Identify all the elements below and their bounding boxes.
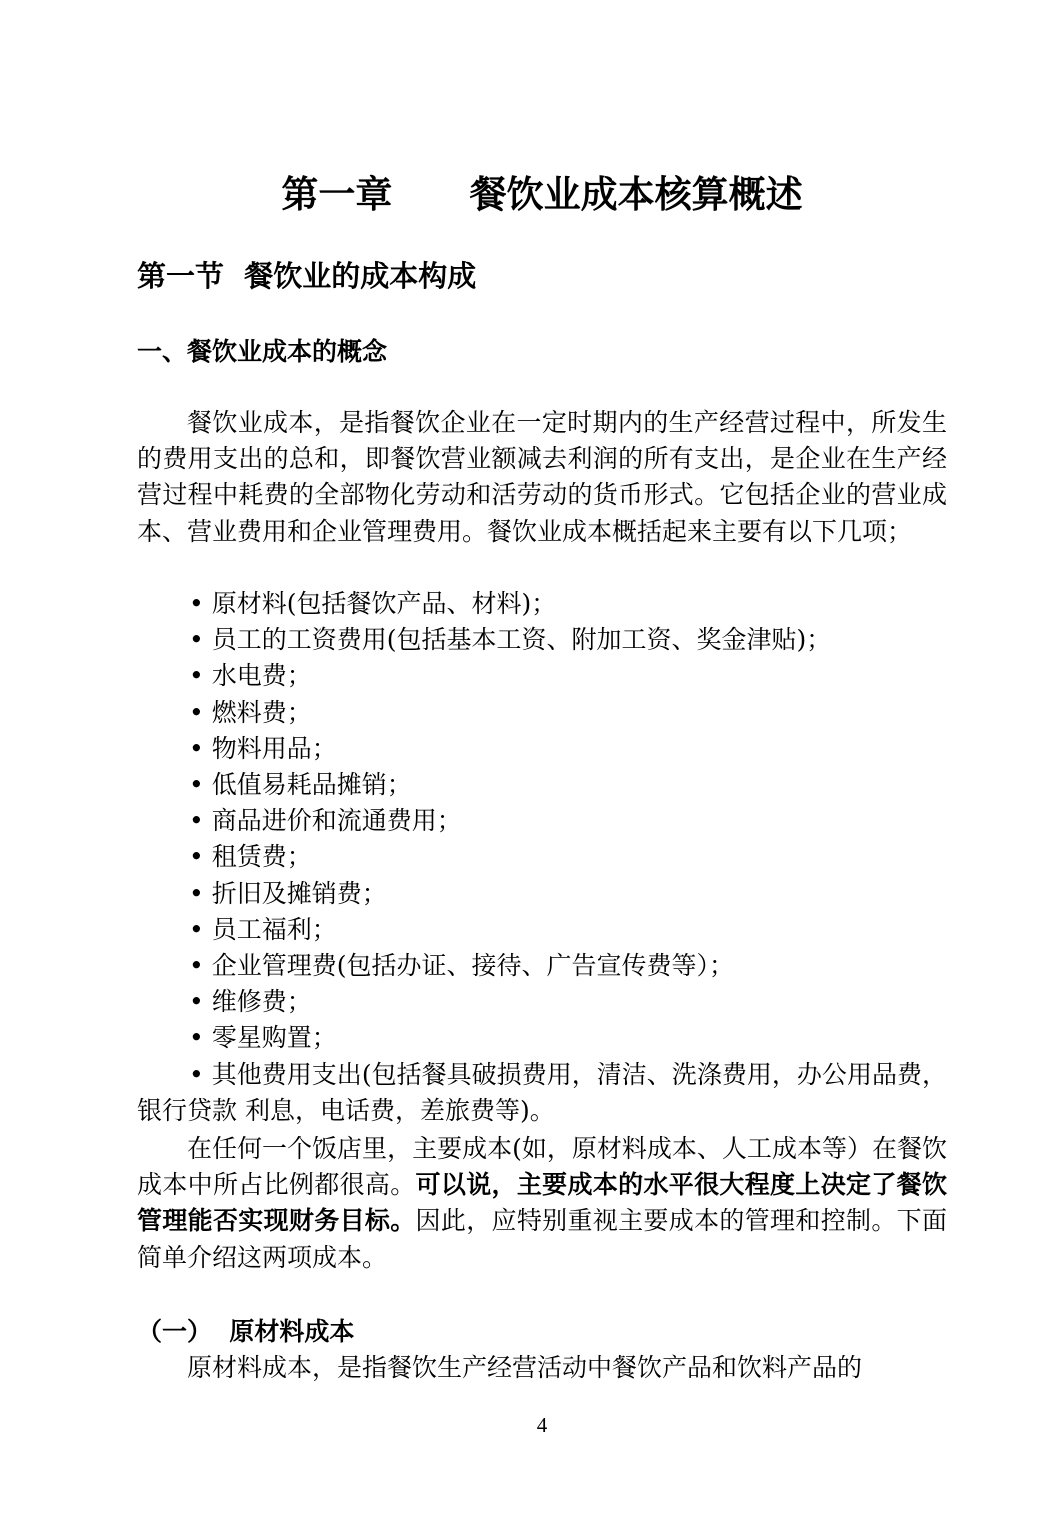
list-item: • 低值易耗品摊销； xyxy=(189,770,412,800)
list-item: • 水电费； xyxy=(189,661,312,691)
document-page xyxy=(137,0,947,1534)
list-item: • 租赁费； xyxy=(189,842,312,872)
list-item: • 员工福利； xyxy=(189,914,337,944)
paragraph-main-costs-emphasis: 可以说，主要成本的水平很大程度上决定了餐饮管理能否实现财务目标。 xyxy=(137,1170,947,1236)
paragraph-cost-definition: 餐饮业成本，是指餐饮企业在一定时期内的生产经营过程中，所发生的费用支出的总和，即餐饮营业额减去利润的所有支出，是企业在生产经营过程中耗费的全部物化劳动和活劳动的货币形式。它包括企业的营业成本、营业费用和企业管理费用。餐饮业成本概括起来主要有以下几项； xyxy=(137,408,947,546)
section-title: 第一节 餐饮业的成本构成 xyxy=(137,259,477,293)
paragraph-raw-material-cost: 原材料成本，是指餐饮生产经营活动中餐饮产品和饮料产品的 xyxy=(187,1353,863,1382)
list-item: • 企业管理费(包括办证、接待、广告宣传费等）； xyxy=(189,951,734,981)
list-item: • 零星购置； xyxy=(189,1023,337,1053)
cost-items-list xyxy=(137,586,947,1129)
paragraph-main-costs-part-1: 在任何一个饭店里，主要成本(如，原材料成本、人工成本等）在餐饮成本中所占比例都很高。 xyxy=(137,1134,947,1200)
list-item: • 燃料费； xyxy=(189,697,312,727)
list-item: • 其他费用支出(包括餐具破损费用，清洁、洗涤费用，办公用品费，银行贷款 利息，电话费，差旅费等)。 xyxy=(137,1059,947,1125)
page-number: 4 xyxy=(536,1413,548,1437)
chapter-title: 第一章 餐饮业成本核算概述 xyxy=(281,173,803,216)
list-item: • 维修费； xyxy=(189,987,312,1017)
list-item: • 原材料(包括餐饮产品、材料)； xyxy=(189,589,557,618)
list-item: • 折旧及摊销费； xyxy=(189,878,387,908)
subsection-title-raw-material: （一） 原材料成本 xyxy=(137,1317,355,1346)
subsection-title-concept: 一、餐饮业成本的概念 xyxy=(137,337,388,366)
paragraph-main-costs xyxy=(137,1131,947,1276)
list-item: • 商品进价和流通费用； xyxy=(189,806,462,836)
paragraph-main-costs-part-3: 因此，应特别重视主要成本的管理和控制。下面简单介绍这两项成本。 xyxy=(137,1206,947,1272)
list-item: • 物料用品； xyxy=(189,733,337,763)
list-item: • 员工的工资费用(包括基本工资、附加工资、奖金津贴)； xyxy=(189,625,832,655)
